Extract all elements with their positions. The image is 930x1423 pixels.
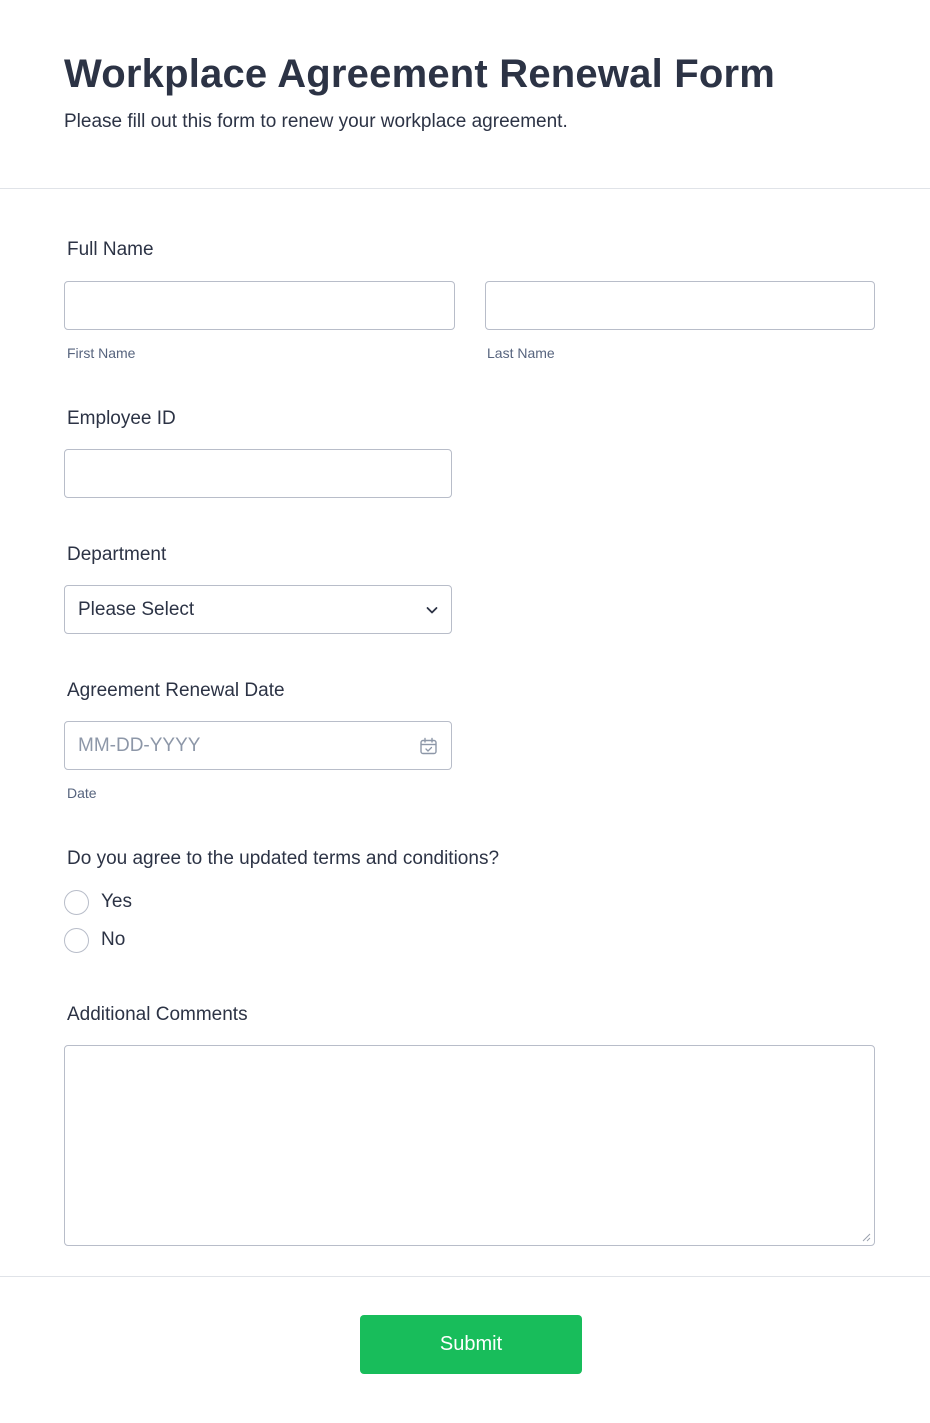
date-sublabel: Date bbox=[67, 785, 97, 801]
footer-divider bbox=[0, 1276, 930, 1277]
renewal-date-label: Agreement Renewal Date bbox=[67, 680, 285, 701]
date-placeholder: MM-DD-YYYY bbox=[78, 735, 201, 756]
page-title: Workplace Agreement Renewal Form bbox=[64, 52, 776, 96]
comments-label: Additional Comments bbox=[67, 1004, 248, 1025]
first-name-sublabel: First Name bbox=[67, 345, 136, 361]
department-selected-value: Please Select bbox=[78, 599, 195, 620]
chevron-down-icon bbox=[425, 603, 439, 617]
renewal-date-input[interactable] bbox=[64, 721, 452, 770]
last-name-input[interactable] bbox=[485, 281, 875, 330]
full-name-label: Full Name bbox=[67, 239, 154, 260]
radio-label: No bbox=[101, 929, 126, 950]
first-name-input[interactable] bbox=[64, 281, 455, 330]
department-select[interactable] bbox=[64, 585, 452, 634]
page-subtitle: Please fill out this form to renew your workplace agreement. bbox=[64, 111, 568, 132]
comments-textarea[interactable] bbox=[64, 1045, 875, 1246]
resize-handle-icon[interactable] bbox=[861, 1232, 871, 1242]
agree-question-label: Do you agree to the updated terms and conditions? bbox=[67, 848, 500, 869]
department-label: Department bbox=[67, 544, 167, 565]
calendar-icon[interactable] bbox=[419, 737, 438, 756]
employee-id-input[interactable] bbox=[64, 449, 452, 498]
radio-button[interactable] bbox=[64, 928, 89, 953]
form-header bbox=[0, 0, 930, 189]
radio-button[interactable] bbox=[64, 890, 89, 915]
submit-button[interactable]: Submit bbox=[360, 1315, 582, 1374]
last-name-sublabel: Last Name bbox=[487, 345, 555, 361]
employee-id-label: Employee ID bbox=[67, 408, 176, 429]
radio-label: Yes bbox=[101, 891, 132, 912]
